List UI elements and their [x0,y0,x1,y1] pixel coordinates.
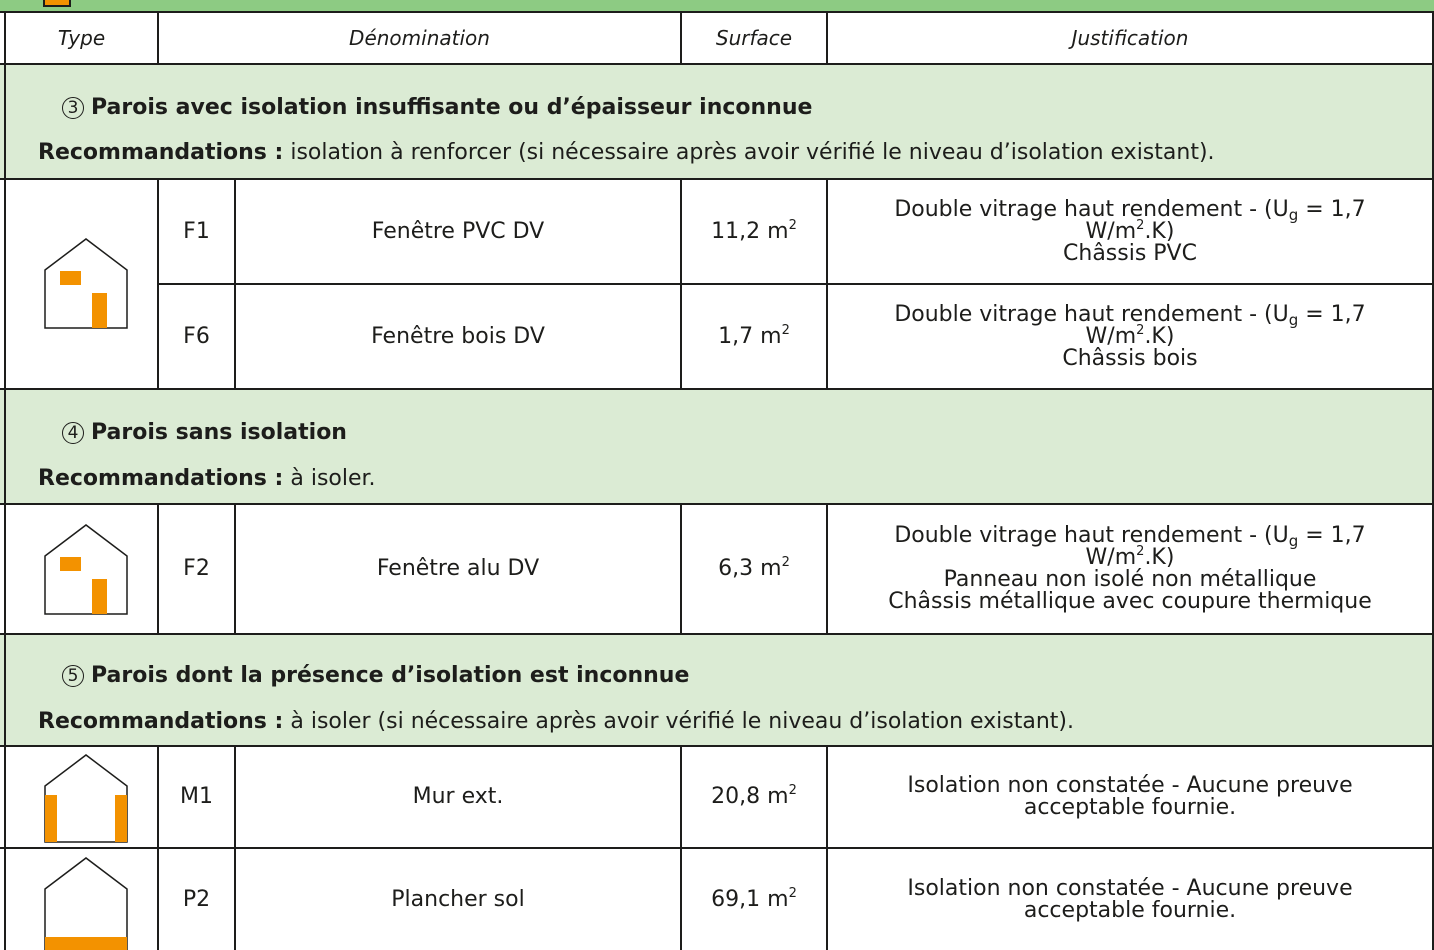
house-window-icon [44,524,128,616]
justification-text: = 1,7 [1298,301,1366,327]
column-header-denomination: Dénomination [349,26,490,50]
row-justification [828,285,1432,388]
row-denomination: Fenêtre alu DV [376,556,540,581]
surface-value: 11,2 m [711,218,789,244]
header-logo-fragment [43,0,71,7]
justification-text: Panneau non isolé non métallique [943,567,1317,592]
row-denomination: Fenêtre bois DV [371,323,545,349]
justification-text: Châssis métallique avec coupure thermique [888,589,1372,614]
column-header-justification: Justification [1071,26,1189,50]
section-recommendation [38,709,1074,735]
justification-subscript: g [1288,205,1299,224]
section-number-badge: 4 [62,422,84,444]
justification-subscript: g [1288,532,1299,550]
justification-text: acceptable fournie. [1023,897,1237,923]
surface-unit-exponent: 2 [788,783,797,798]
row-code: M1 [180,784,213,809]
house-window-icon [44,238,128,330]
row-surface [682,180,826,283]
justification-text: Isolation non constatée - Aucune preuve [907,875,1353,901]
justification-subscript: g [1288,310,1299,329]
justification-text: W/m [1085,545,1137,570]
surface-value: 20,8 m [711,784,789,809]
justification-text: Double vitrage haut rendement - (U [894,196,1289,222]
justification-text: Double vitrage haut rendement - (U [894,523,1289,548]
row-justification [828,505,1432,633]
justification-superscript: 2 [1136,322,1145,338]
justification-text: .K) [1144,218,1175,244]
recommendation-label: Recommandations : [38,466,284,491]
recommendation-text: isolation à renforcer (si nécessaire après avoir vérifié le niveau d’isolation existant). [283,140,1215,165]
section-recommendation [38,140,1215,166]
house-walls-icon [44,754,128,844]
justification-text: Isolation non constatée - Aucune preuve [907,773,1353,798]
section-number-badge: 5 [62,665,84,687]
justification-text: = 1,7 [1298,523,1366,548]
surface-value: 1,7 m [718,323,782,349]
row-surface [682,849,826,950]
section-title: Parois avec isolation insuffisante ou d’épaisseur inconnue [91,95,813,120]
row-surface [682,285,826,388]
row-code: F6 [183,323,210,349]
justification-text: Double vitrage haut rendement - (U [894,301,1289,327]
section-title: Parois dont la présence d’isolation est inconnue [91,663,690,688]
justification-text: W/m [1085,218,1137,244]
row-code: F1 [183,218,210,244]
row-surface [682,505,826,633]
column-header-type: Type [57,26,106,50]
surface-unit-exponent: 2 [788,885,797,901]
row-justification [828,180,1432,283]
justification-superscript: 2 [1136,544,1145,559]
justification-text: acceptable fournie. [1023,795,1237,820]
recommendation-text: à isoler. [283,466,376,491]
row-denomination: Plancher sol [391,886,525,912]
section-recommendation [38,466,376,492]
section-number-badge: 3 [62,97,84,119]
row-denomination: Mur ext. [412,784,504,809]
justification-text: .K) [1144,323,1175,349]
row-code: P2 [182,886,211,912]
justification-superscript: 2 [1136,217,1145,233]
justification-text: W/m [1085,323,1137,349]
surface-value: 69,1 m [711,886,789,912]
section-title: Parois sans isolation [91,420,347,445]
surface-unit-exponent: 2 [781,322,790,338]
recommendation-text: à isoler (si nécessaire après avoir vérifié le niveau d’isolation existant). [283,709,1075,734]
justification-text: Châssis bois [1062,345,1198,371]
row-surface [682,747,826,847]
justification-text: = 1,7 [1298,196,1366,222]
row-justification [828,849,1432,950]
justification-text: .K) [1144,545,1175,570]
row-justification [828,747,1432,847]
recommendation-label: Recommandations : [38,140,284,165]
surface-unit-exponent: 2 [781,555,790,570]
surface-value: 6,3 m [718,556,782,581]
row-denomination: Fenêtre PVC DV [371,218,545,244]
recommendation-label: Recommandations : [38,709,284,734]
justification-text: Châssis PVC [1063,240,1197,266]
column-header-surface: Surface [715,26,793,50]
row-code: F2 [183,556,210,581]
house-floor-icon [44,857,128,950]
surface-unit-exponent: 2 [788,217,797,233]
